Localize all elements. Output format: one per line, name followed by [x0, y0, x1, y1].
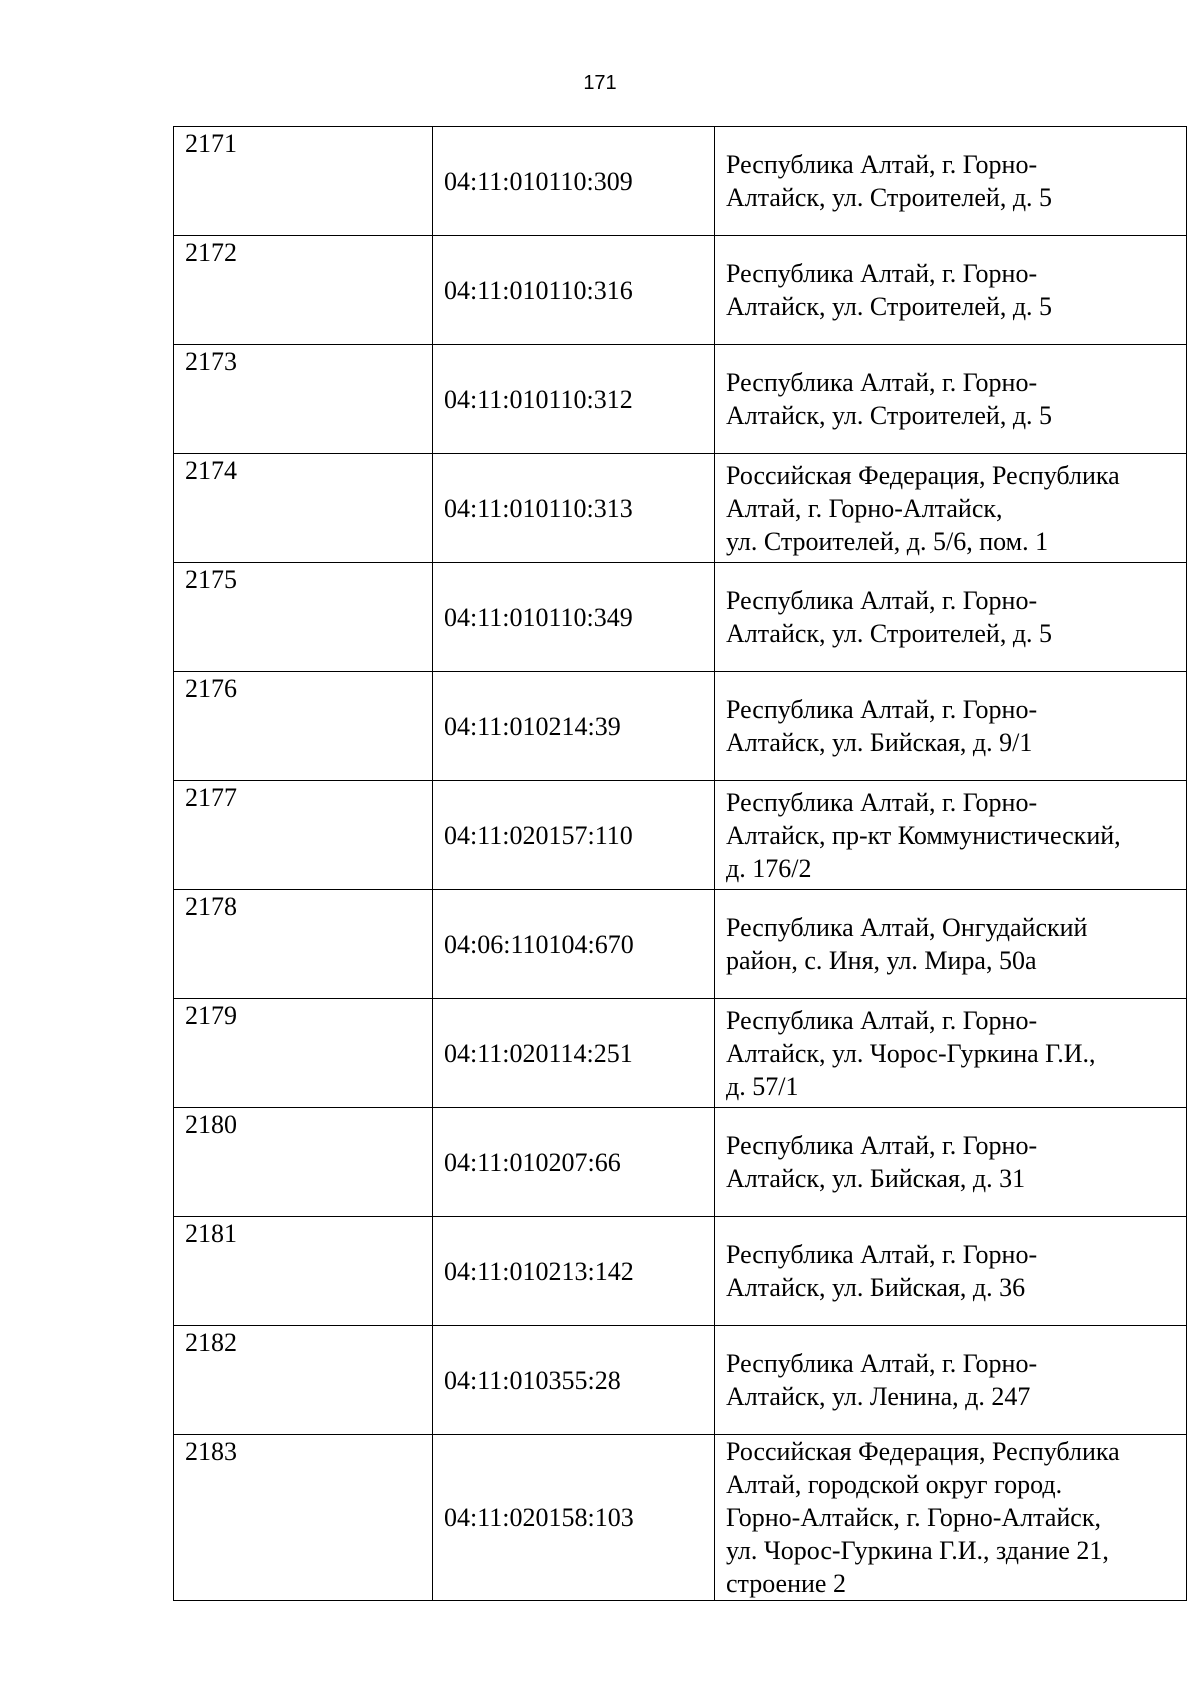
address-line: Горно-Алтайск, г. Горно-Алтайск, [726, 1503, 1101, 1532]
cadastral-number: 04:11:010355:28 [433, 1326, 715, 1435]
address [715, 1108, 1187, 1217]
address [715, 454, 1187, 563]
cadastral-number: 04:11:020114:251 [433, 999, 715, 1108]
address-line: ул. Чорос-Гуркина Г.И., здание 21, [726, 1536, 1109, 1565]
table-row [174, 1108, 1187, 1217]
address [715, 672, 1187, 781]
row-number: 2182 [174, 1326, 433, 1435]
address-line: Республика Алтай, г. Горно- [726, 586, 1038, 615]
address-line: Алтай, городской округ город. [726, 1470, 1063, 1499]
address [715, 345, 1187, 454]
cadastral-number: 04:11:010207:66 [433, 1108, 715, 1217]
table-row [174, 563, 1187, 672]
table-row [174, 236, 1187, 345]
cadastral-number: 04:11:020158:103 [433, 1435, 715, 1601]
cadastral-number: 04:11:010110:312 [433, 345, 715, 454]
address [715, 999, 1187, 1108]
cadastral-number: 04:06:110104:670 [433, 890, 715, 999]
table-row [174, 1326, 1187, 1435]
address-line: Алтайск, ул. Бийская, д. 36 [726, 1273, 1026, 1302]
cadastral-number: 04:11:010214:39 [433, 672, 715, 781]
address-line: Алтайск, ул. Строителей, д. 5 [726, 292, 1053, 321]
row-number: 2172 [174, 236, 433, 345]
cadastral-number: 04:11:010110:313 [433, 454, 715, 563]
address-line: Алтай, г. Горно-Алтайск, [726, 493, 1003, 523]
row-number: 2173 [174, 345, 433, 454]
table-row [174, 1217, 1187, 1326]
address-line: Алтайск, ул. Бийская, д. 31 [726, 1164, 1026, 1193]
table-row [174, 890, 1187, 999]
address-line: Российская Федерация, Республика [726, 1437, 1120, 1466]
address-line: Республика Алтай, г. Горно- [726, 1131, 1038, 1160]
table-row [174, 454, 1187, 563]
address-line: Алтайск, ул. Строителей, д. 5 [726, 401, 1053, 430]
address [715, 236, 1187, 345]
property-table [173, 126, 1187, 1601]
address-line: Алтайск, ул. Строителей, д. 5 [726, 619, 1053, 648]
address-line: район, с. Иня, ул. Мира, 50а [726, 946, 1037, 975]
row-number: 2179 [174, 999, 433, 1108]
row-number: 2175 [174, 563, 433, 672]
address-line: строение 2 [726, 1569, 846, 1598]
row-number: 2178 [174, 890, 433, 999]
table-row [174, 781, 1187, 890]
address-line: Республика Алтай, г. Горно- [726, 695, 1038, 724]
row-number: 2177 [174, 781, 433, 890]
row-number: 2171 [174, 127, 433, 236]
address-line: д. 57/1 [726, 1071, 799, 1101]
table-row [174, 999, 1187, 1108]
cadastral-number: 04:11:020157:110 [433, 781, 715, 890]
address [715, 127, 1187, 236]
address-line: Алтайск, ул. Строителей, д. 5 [726, 183, 1053, 212]
table-row [174, 1435, 1187, 1601]
table-row [174, 345, 1187, 454]
address-line: Республика Алтай, г. Горно- [726, 259, 1038, 288]
cadastral-number: 04:11:010110:309 [433, 127, 715, 236]
address-line: Республика Алтай, г. Горно- [726, 1005, 1038, 1035]
row-number: 2181 [174, 1217, 433, 1326]
address-line: Алтайск, ул. Ленина, д. 247 [726, 1382, 1031, 1411]
address-line: Российская Федерация, Республика [726, 460, 1120, 490]
cadastral-number: 04:11:010213:142 [433, 1217, 715, 1326]
table-row [174, 127, 1187, 236]
address-line: Республика Алтай, г. Горно- [726, 787, 1038, 817]
address-line: Алтайск, ул. Бийская, д. 9/1 [726, 728, 1033, 757]
address-line: Алтайск, пр-кт Коммунистический, [726, 820, 1121, 850]
address [715, 1435, 1187, 1601]
address [715, 1326, 1187, 1435]
table-row [174, 672, 1187, 781]
address [715, 563, 1187, 672]
row-number: 2183 [174, 1435, 433, 1601]
address-line: Республика Алтай, г. Горно- [726, 1240, 1038, 1269]
address-line: ул. Строителей, д. 5/6, пом. 1 [726, 526, 1049, 556]
row-number: 2174 [174, 454, 433, 563]
address-line: Республика Алтай, Онгудайский [726, 913, 1088, 942]
address [715, 890, 1187, 999]
address-line: Алтайск, ул. Чорос-Гуркина Г.И., [726, 1038, 1096, 1068]
row-number: 2180 [174, 1108, 433, 1217]
address-line: д. 176/2 [726, 853, 812, 883]
address-line: Республика Алтай, г. Горно- [726, 1349, 1038, 1378]
address [715, 1217, 1187, 1326]
cadastral-number: 04:11:010110:316 [433, 236, 715, 345]
page-number: 171 [583, 72, 617, 94]
address [715, 781, 1187, 890]
address-line: Республика Алтай, г. Горно- [726, 150, 1038, 179]
address-line: Республика Алтай, г. Горно- [726, 368, 1038, 397]
cadastral-number: 04:11:010110:349 [433, 563, 715, 672]
row-number: 2176 [174, 672, 433, 781]
